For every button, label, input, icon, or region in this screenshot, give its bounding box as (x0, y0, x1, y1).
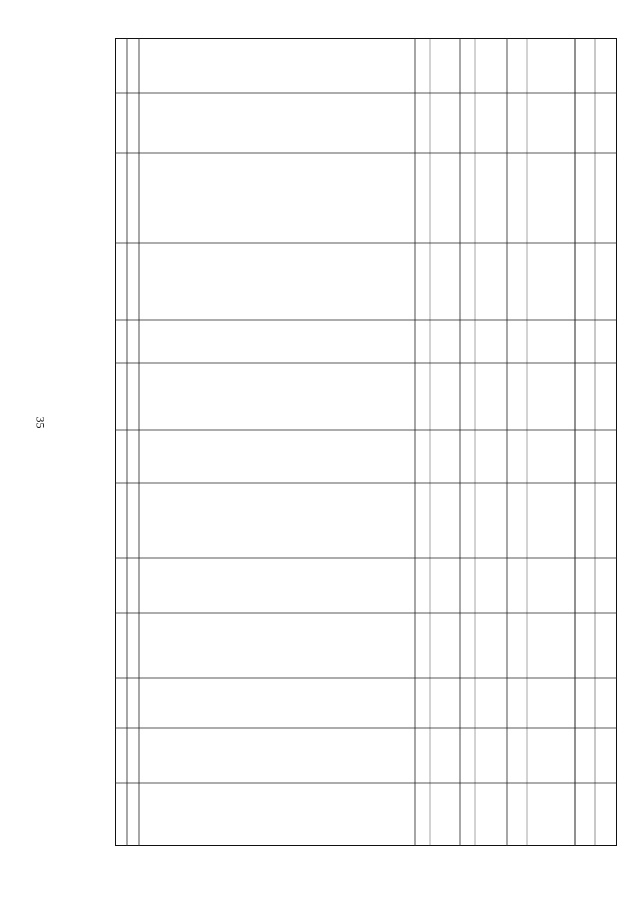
table-border (116, 39, 617, 846)
rotated-budget-table (115, 38, 617, 846)
table-grid (115, 38, 617, 846)
page-number: 35 (33, 416, 48, 429)
